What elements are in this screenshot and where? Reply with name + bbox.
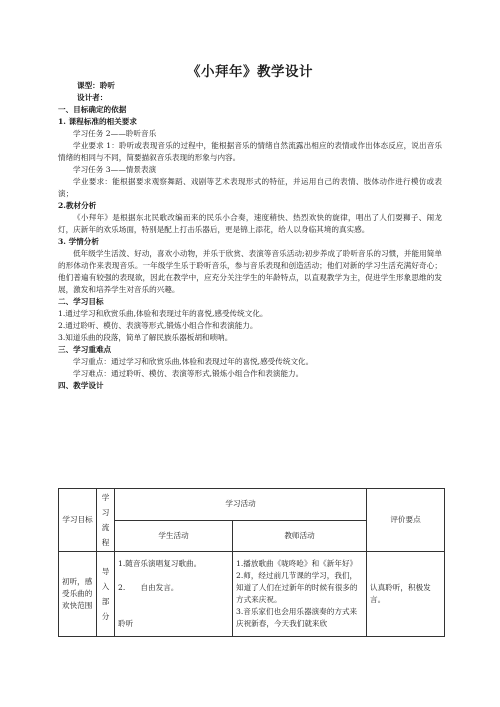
student-activity-cell (115, 552, 233, 637)
header-eval: 评价要点 (367, 489, 445, 552)
goal-2: 2.通过聆听、模仿、表演等形式,锻炼小组合作和表演能力。 (58, 321, 258, 330)
document-body (58, 80, 442, 392)
table-header-row (59, 489, 445, 521)
header-goal: 学习目标 (59, 489, 97, 552)
requirement-1: 学业要求 1：聆听或表现音乐的过程中，能根据音乐的情绪自然流露出相应的表情或作出体态反应，说出音乐情绪的相同与不同，简要描叙音乐表现的形象与内容。 (58, 141, 442, 162)
goal-3: 3.知道乐曲的段落，简单了解民族乐器板胡和唢呐。 (58, 333, 233, 342)
student-activity-1: 1.随音乐演唱复习歌曲。 (118, 559, 202, 568)
subsection-heading-1-2: 2.教材分析 (58, 201, 97, 210)
section-heading-4: 四、教学设计 (58, 381, 104, 390)
section-heading-3: 三、学习重难点 (58, 345, 112, 354)
row-flow: 导入部分 (97, 552, 115, 637)
material-analysis: 《小拜年》是根据东北民歌改编而来的民乐小合奏，速度稍快、热烈欢快的旋律，唱出了人们耍狮子、闹龙灯，庆新年的欢乐场面，特别是配上打击乐器后，更是锦上添花，给人以身临其境的真实感。 (58, 213, 442, 234)
student-activity-2: 2. 自由发言。 (118, 583, 179, 592)
header-teacher-activity: 教师活动 (233, 520, 367, 552)
header-student-activity: 学生活动 (115, 520, 233, 552)
document-title: 《小拜年》教学设计 (187, 64, 313, 80)
difficult-point: 学习难点：通过聆听、模仿、表演等形式,锻炼小组合作和表演能力。 (73, 369, 304, 378)
eval-cell: 认真聆听，积极发言。 (367, 552, 445, 637)
teacher-activity-1: 1.播放歌曲《咙咚呛》和《新年好》 (236, 559, 358, 568)
requirement-2: 学业要求：能根据要求观察舞蹈、戏剧等艺术表现形式的特征，并运用自己的表情、肢体动作进行模仿或表演； (58, 177, 442, 198)
table-row (59, 552, 445, 637)
student-activity-3: 聆听 (118, 619, 134, 628)
header-activity: 学习活动 (115, 489, 367, 521)
task-3: 学习任务 3——情景表演 (73, 165, 157, 174)
task-2: 学习任务 2——聆听音乐 (73, 129, 157, 138)
teacher-activity-cell (233, 552, 367, 637)
designer: 设计者： (77, 93, 108, 102)
teaching-design-table (58, 488, 445, 637)
teacher-activity-2: 2.师，经过前几节课的学习，我们，知道了人们在过新年的时候有很多的方式来庆祝。 (236, 571, 358, 604)
row-goal: 初听，感受乐曲的欢快范围 (59, 552, 97, 637)
teacher-activity-3: 3.音乐家们也会用乐器演奏的方式来庆祝新春，今天我们就来欣 (236, 607, 358, 628)
learner-analysis: 低年级学生活泼、好动，喜欢小动物，并乐于欣赏、表演等音乐活动;初步养成了聆听音乐的习惯，并能用简单的形体动作来表现音乐。一年级学生乐于聆听音乐，参与音乐表现和创造活动；他们对新的学习生活充满好奇心；他们普遍有较强的表现欲，因此在教学中，应充分关注学生的年龄特点，以直观教学为主，促进学生形象思维的发展，激发和培养学生对音乐的兴趣。 (58, 249, 442, 294)
header-flow: 学习流程 (97, 489, 115, 552)
goal-1: 1.通过学习和欣赏乐曲,体验和表现过年的喜悦,感受传统文化。 (58, 309, 268, 318)
subsection-heading-1-3: 3. 学情分析 (58, 237, 99, 246)
section-heading-2: 二、学习目标 (58, 297, 104, 306)
subsection-heading-1-1: 1. 课程标准的相关要求 (58, 117, 137, 126)
section-heading-1: 一、目标确定的依据 (58, 105, 127, 114)
key-point: 学习重点：通过学习和欣赏乐曲,体验和表现过年的喜悦,感受传统文化。 (73, 357, 314, 366)
course-type: 课型：聆听 (77, 81, 115, 90)
